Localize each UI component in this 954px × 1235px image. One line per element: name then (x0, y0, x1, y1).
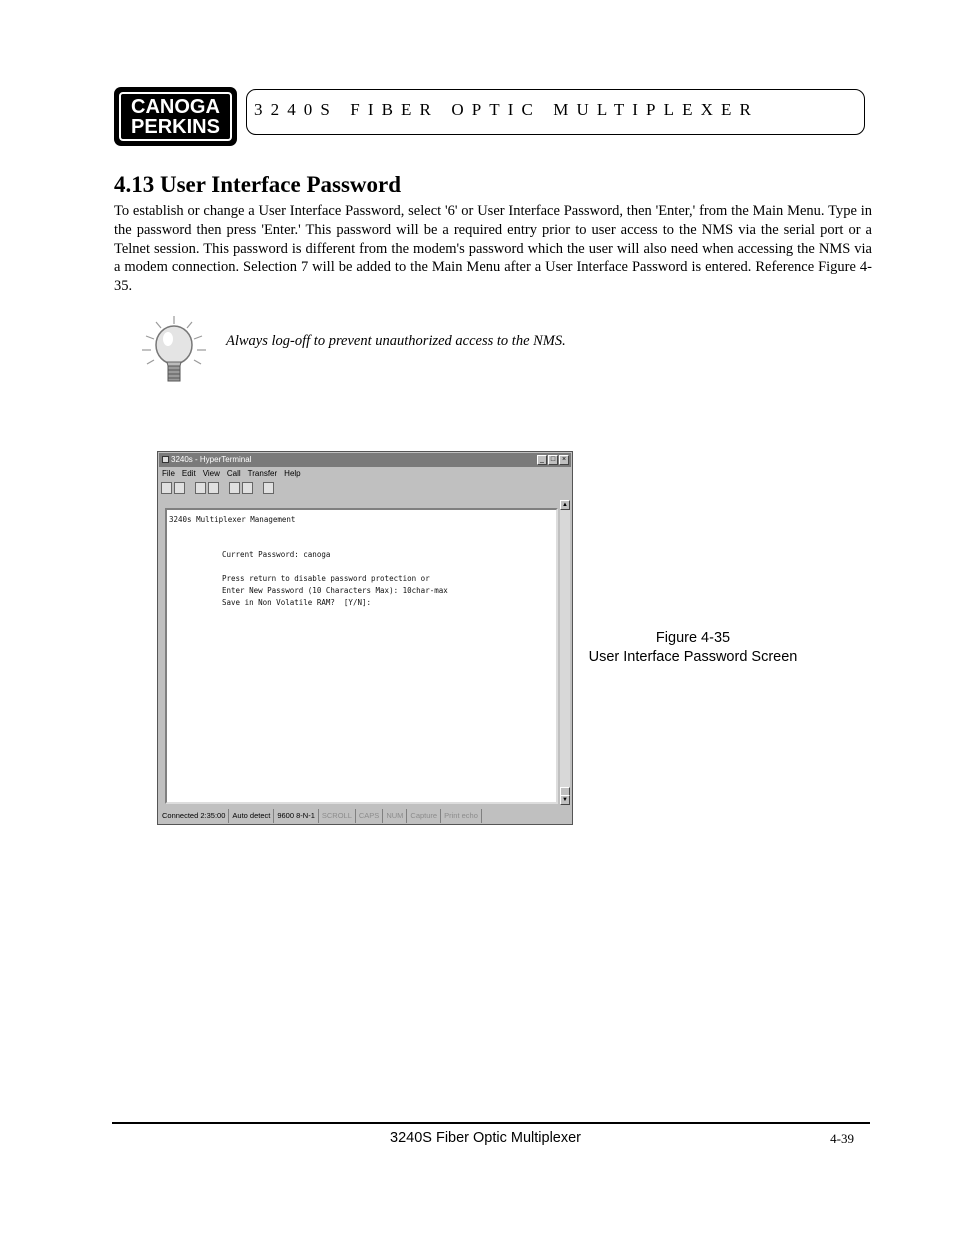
toolbar (161, 482, 274, 498)
status-detect: Auto detect (229, 809, 274, 823)
terminal-line: Save in Non Volatile RAM? [Y/N]: (222, 598, 372, 607)
section-body: To establish or change a User Interface Password, select '6' or User Interface Password, then 'Enter,' from the Main Menu. Type in the password then press 'Enter.' This password will be a required entry prior to user access to the NMS via the serial port or a Telnet session. This password is different from the modem's password which the user will also need when accessing the NMS via a modem connection. Selection 7 will be added to the Main Menu after a User Interface Password is entered. Reference Figure 4-35. (114, 203, 872, 295)
product-title: 3240S FIBER OPTIC MULTIPLEXER (254, 100, 759, 119)
maximize-icon: □ (548, 455, 558, 465)
send-icon (229, 482, 240, 494)
scroll-up-icon: ▲ (560, 500, 570, 510)
tip-text: Always log-off to prevent unauthorized access to the NMS. (226, 333, 566, 349)
status-bar (159, 809, 571, 823)
app-icon (162, 456, 169, 463)
hyperterminal-screenshot (157, 451, 573, 825)
menu-transfer: Transfer (247, 469, 278, 478)
menu-view: View (202, 469, 220, 478)
close-icon: × (559, 455, 569, 465)
footer-title: 3240S Fiber Optic Multiplexer (390, 1130, 581, 1146)
status-print-echo: Print echo (441, 809, 482, 823)
canoga-perkins-logo (115, 88, 236, 145)
terminal-line: Press return to disable password protection or (222, 574, 430, 583)
terminal-line: 3240s Multiplexer Management (169, 515, 296, 524)
status-connected: Connected 2:35:00 (159, 809, 229, 823)
disconnect-icon (208, 482, 219, 494)
page-number: 4-39 (830, 1131, 854, 1146)
footer-rule (112, 1122, 870, 1124)
receive-icon (242, 482, 253, 494)
window-title: 3240s - HyperTerminal (171, 455, 252, 464)
new-icon (161, 482, 172, 494)
status-scroll: SCROLL (319, 809, 356, 823)
logo-line-2: PERKINS (131, 115, 220, 138)
terminal-area (165, 508, 558, 804)
menu-file: File (162, 469, 175, 478)
status-capture: Capture (407, 809, 441, 823)
figure-title: User Interface Password Screen (588, 649, 798, 665)
menu-call: Call (226, 469, 241, 478)
status-num: NUM (383, 809, 407, 823)
figure-caption (574, 629, 812, 667)
status-baud: 9600 8-N-1 (274, 809, 319, 823)
scroll-down-icon: ▼ (560, 795, 570, 805)
window-title-bar (159, 453, 571, 467)
logo-line-1: CANOGA (131, 95, 220, 118)
properties-icon (263, 482, 274, 494)
vertical-scrollbar (560, 500, 570, 805)
menu-bar (162, 468, 301, 480)
minimize-icon: _ (537, 455, 547, 465)
open-icon (174, 482, 185, 494)
status-caps: CAPS (356, 809, 383, 823)
product-title-box (246, 89, 865, 135)
terminal-line: Current Password: canoga (222, 550, 331, 559)
menu-edit: Edit (181, 469, 196, 478)
connect-icon (195, 482, 206, 494)
figure-number: Figure 4-35 (655, 630, 731, 646)
terminal-line: Enter New Password (10 Characters Max): 10char-max (222, 586, 448, 595)
lightbulb-icon (134, 314, 218, 384)
menu-help: Help (284, 469, 301, 478)
section-title: 4.13 User Interface Password (114, 172, 402, 197)
